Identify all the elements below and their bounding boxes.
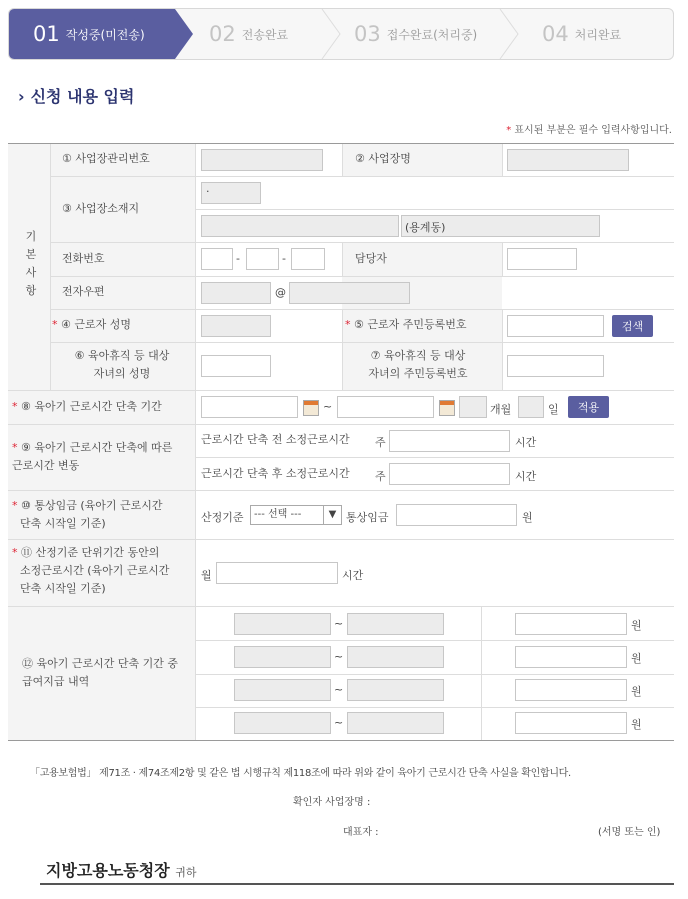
step-3-arrow	[499, 9, 519, 59]
table-divider	[8, 606, 674, 607]
worker-rrn-field[interactable]	[507, 315, 604, 337]
table-divider	[8, 390, 674, 391]
phone-part-2[interactable]	[246, 248, 279, 270]
table-divider	[195, 209, 674, 210]
progress-steps	[8, 8, 674, 60]
won-unit: 원	[631, 619, 642, 632]
phone-dash: -	[236, 252, 240, 265]
col-line	[481, 606, 482, 740]
month-label: 월	[201, 569, 212, 582]
pay-end-field[interactable]	[347, 613, 444, 635]
child-name-field[interactable]	[201, 355, 271, 377]
basic-group-label: 기본사항	[25, 230, 37, 297]
table-divider	[50, 276, 674, 277]
table-divider	[195, 674, 674, 675]
table-top-line	[8, 143, 674, 144]
table-divider	[8, 490, 674, 491]
won-unit: 원	[631, 685, 642, 698]
before-hours-field[interactable]	[389, 430, 510, 452]
col-line	[502, 242, 503, 276]
pay-start-field[interactable]	[234, 712, 331, 734]
pay-tilde: ~	[334, 650, 344, 663]
wage-label: * ⑩ 통상임금 (육아기 근로시간 단축 시작일 기준)	[12, 499, 163, 530]
week-label: 주	[375, 436, 386, 449]
pay-history-label: ⑫ 육아기 근로시간 단축 기간 중 급여지급 내역	[22, 657, 178, 688]
manager-field[interactable]	[507, 248, 577, 270]
period-label: * ⑧ 육아기 근로시간 단축 기간	[12, 400, 162, 413]
ordinary-wage-label: 통상임금	[346, 511, 389, 524]
calendar-icon[interactable]	[439, 400, 455, 416]
address-detail-field[interactable]: (용계동)	[401, 215, 600, 237]
hours-change-label: * ⑨ 육아기 근로시간 단축에 따른 근로시간 변동	[12, 441, 173, 472]
biz-no-field[interactable]	[201, 149, 323, 171]
biz-no-label: ① 사업장관리번호	[62, 152, 150, 165]
pay-end-field[interactable]	[347, 712, 444, 734]
ordinary-wage-field[interactable]	[396, 504, 517, 526]
confirmer-label: 확인자 사업장명 :	[293, 797, 371, 808]
biz-name-label: ② 사업장명	[355, 152, 411, 165]
hours-unit: 시간	[515, 436, 537, 449]
email-domain-field[interactable]	[289, 282, 410, 304]
months-label: 개월	[490, 403, 512, 416]
won-unit: 원	[631, 652, 642, 665]
required-star-icon: *	[506, 125, 515, 136]
child-rrn-label: ⑦ 육아휴직 등 대상 자녀의 주민등록번호	[368, 349, 468, 380]
hours-unit: 시간	[342, 569, 364, 582]
search-button[interactable]: 검색	[612, 315, 653, 337]
step-2: 02 전송완료	[209, 22, 289, 46]
calc-basis-label: 산정기준	[201, 511, 244, 524]
pay-tilde: ~	[334, 683, 344, 696]
apply-button[interactable]: 적용	[568, 396, 609, 418]
confirm-text: 「고용보험법」 제71조 · 제74조제2항 및 같은 법 시행규칙 제118조에 따라 위와 같이 육아기 근로시간 단축 사실을 확인합니다.	[30, 768, 571, 779]
days-label: 일	[548, 403, 559, 416]
table-divider	[195, 640, 674, 641]
table-divider	[8, 424, 674, 425]
biz-addr-label: ③ 사업장소재지	[62, 202, 140, 215]
pay-amount-field[interactable]	[515, 613, 627, 635]
table-divider	[50, 242, 674, 243]
table-divider	[8, 539, 674, 540]
table-divider	[195, 457, 674, 458]
col-line	[195, 144, 196, 740]
col-line	[502, 144, 503, 176]
worker-rrn-label: * ⑤ 근로자 주민등록번호	[345, 318, 467, 331]
pay-amount-field[interactable]	[515, 712, 627, 734]
unit-hours-label: * ⑪ 산정기준 단위기간 동안의 소정근로시간 (육아기 근로시간 단축 시작일 기준)	[12, 546, 170, 595]
manager-label: 담당자	[355, 252, 387, 265]
worker-name-label: * ④ 근로자 성명	[52, 318, 131, 331]
step-2-arrow	[321, 9, 341, 59]
col-line	[342, 242, 343, 276]
phone-dash: -	[282, 252, 286, 265]
period-start-field[interactable]	[201, 396, 298, 418]
table-divider	[195, 707, 674, 708]
section-title: › 신청 내용 입력	[18, 87, 135, 106]
address-field[interactable]	[201, 215, 399, 237]
table-divider	[50, 176, 674, 177]
pay-start-field[interactable]	[234, 679, 331, 701]
email-label: 전자우편	[62, 285, 105, 298]
calendar-icon[interactable]	[303, 400, 319, 416]
before-hours-label: 근로시간 단축 전 소정근로시간	[201, 433, 350, 446]
period-months-field[interactable]	[459, 396, 487, 418]
step-1: 01 작성중(미전송)	[9, 9, 175, 59]
after-hours-field[interactable]	[389, 463, 510, 485]
won-unit: 원	[522, 511, 533, 524]
step-1-arrow	[175, 9, 195, 59]
required-note: * 표시된 부분은 필수 입력사항입니다.	[506, 125, 672, 136]
email-id-field[interactable]	[201, 282, 271, 304]
week-label: 주	[375, 470, 386, 483]
table-bottom-line	[8, 740, 674, 741]
table-divider	[50, 342, 674, 343]
col-line	[502, 309, 503, 390]
pay-tilde: ~	[334, 716, 344, 729]
period-days-field[interactable]	[518, 396, 544, 418]
won-unit: 원	[631, 718, 642, 731]
chevron-down-icon: ▼	[323, 506, 341, 524]
col-line	[342, 309, 343, 390]
pay-amount-field[interactable]	[515, 646, 627, 668]
worker-name-field[interactable]	[201, 315, 271, 337]
phone-part-1[interactable]	[201, 248, 233, 270]
col-line	[342, 144, 343, 176]
representative-label: 대표자 :	[343, 827, 379, 838]
unit-hours-field[interactable]	[216, 562, 338, 584]
period-tilde: ~	[323, 400, 333, 413]
pay-tilde: ~	[334, 617, 344, 630]
table-divider	[50, 309, 674, 310]
period-end-field[interactable]	[337, 396, 434, 418]
child-rrn-field[interactable]	[507, 355, 604, 377]
email-at: @	[275, 286, 286, 299]
after-hours-label: 근로시간 단축 후 소정근로시간	[201, 467, 350, 480]
child-name-label: ⑥ 육아휴직 등 대상 자녀의 성명	[74, 349, 170, 380]
step-3: 03 접수완료(처리중)	[354, 22, 478, 46]
hours-unit: 시간	[515, 470, 537, 483]
calc-basis-select[interactable]: --- 선택 --- ▼	[250, 505, 342, 525]
col-line	[50, 144, 51, 390]
step-4: 04 처리완료	[542, 22, 622, 46]
office-title: 지방고용노동청장 귀하	[46, 861, 197, 880]
pay-amount-field[interactable]	[515, 679, 627, 701]
zip-field[interactable]: ·	[201, 182, 261, 204]
pay-end-field[interactable]	[347, 679, 444, 701]
biz-name-field[interactable]	[507, 149, 629, 171]
phone-label: 전화번호	[62, 252, 105, 265]
pay-start-field[interactable]	[234, 613, 331, 635]
chevron-right-icon: ›	[18, 87, 25, 106]
pay-end-field[interactable]	[347, 646, 444, 668]
signature-label: (서명 또는 인)	[598, 827, 661, 838]
phone-part-3[interactable]	[291, 248, 325, 270]
footer-line	[40, 883, 674, 885]
pay-start-field[interactable]	[234, 646, 331, 668]
